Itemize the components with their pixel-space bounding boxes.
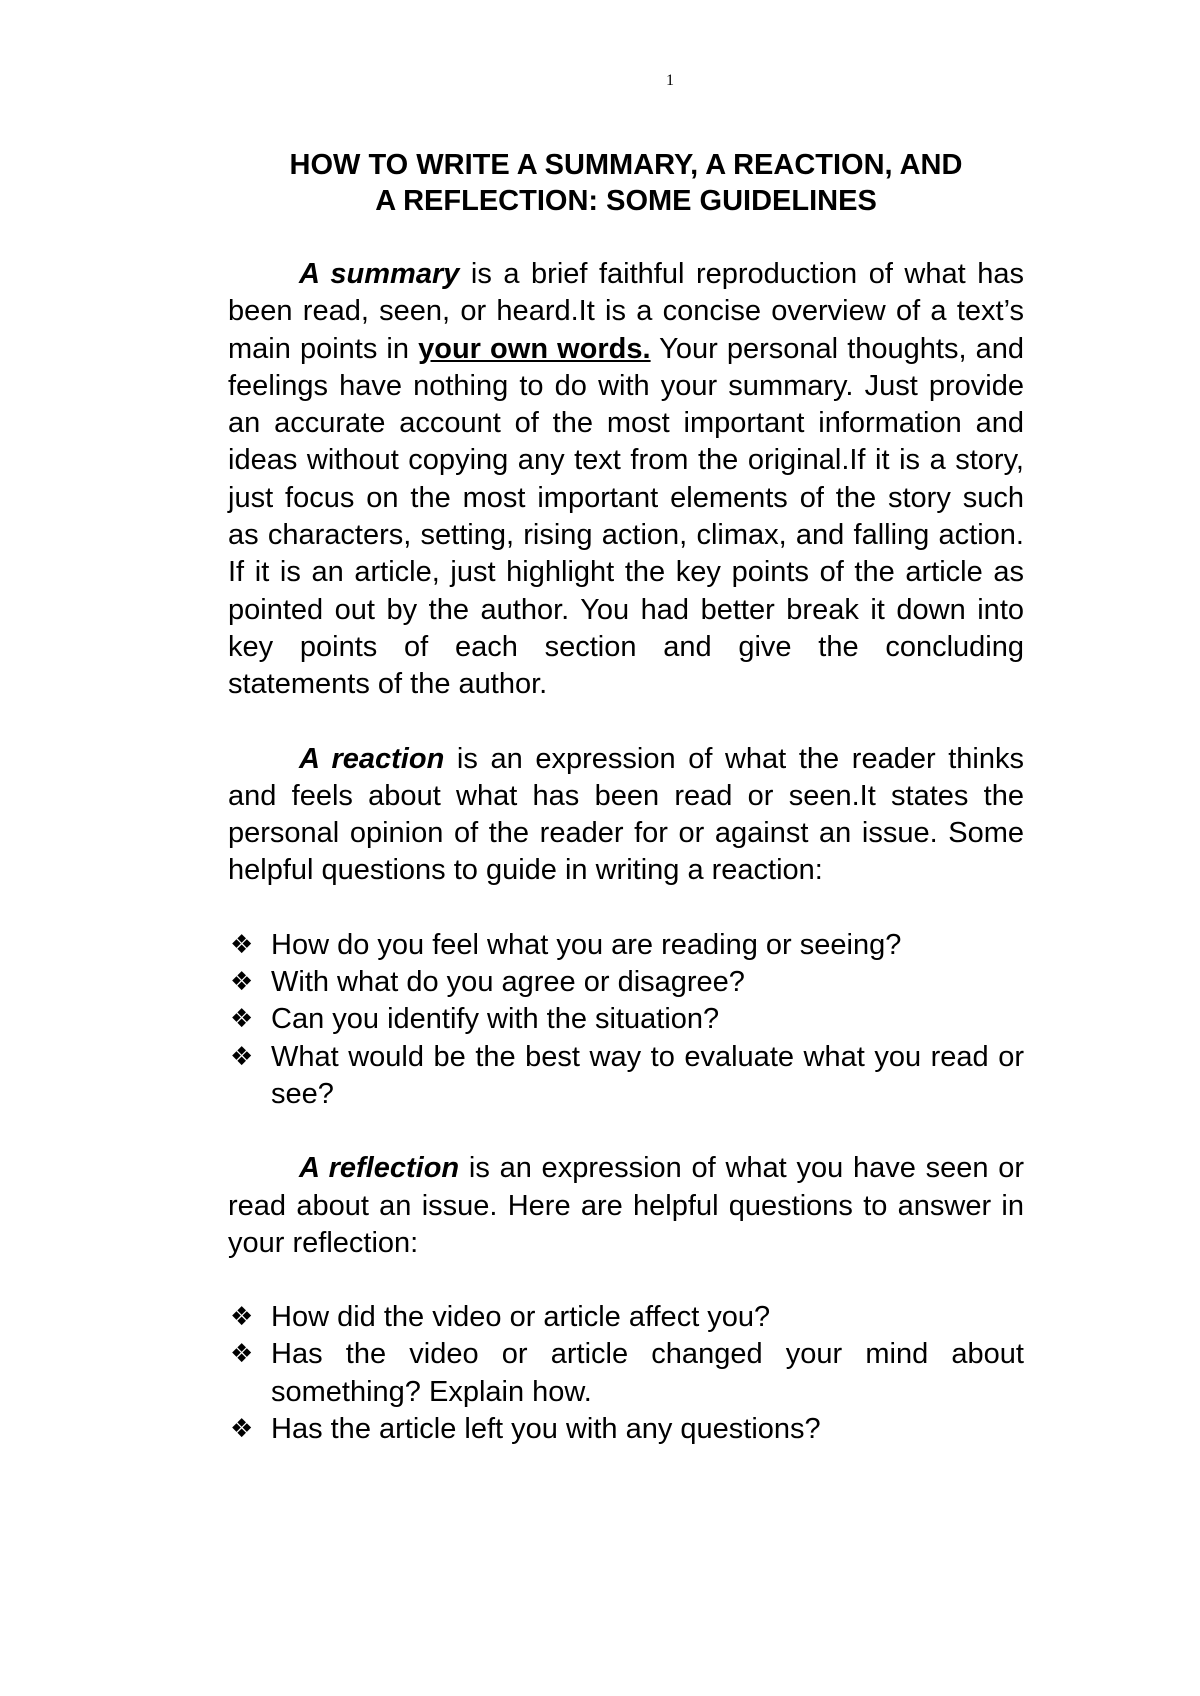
list-item	[228, 964, 1024, 1001]
reflection-question-list	[228, 1299, 1024, 1448]
reaction-question: How do you feel what you are reading or seeing?	[271, 928, 902, 961]
four-diamond-bullet-icon: ❖	[230, 1041, 254, 1072]
reflection-question: Has the article left you with any questions?	[271, 1413, 821, 1446]
four-diamond-bullet-icon: ❖	[230, 1339, 254, 1370]
list-item	[228, 927, 1024, 964]
summary-text-b: Your personal thoughts, and feelings have nothing to do with your summary. Just provide an accurate account of the most important information and ideas without copying any text from the original.If it is a story, just focus on the most important elements of the story such as characters, setting, rising action, climax, and falling action. If it is an article, just highlight the key points of the article as pointed out by the author. You had better break it down into key points of each section and give the concluding statements of the author.	[228, 332, 1024, 701]
reaction-paragraph	[228, 741, 1024, 890]
reflection-term: A reflection	[299, 1152, 460, 1185]
reaction-question: What would be the best way to evaluate what you read or see?	[271, 1040, 1024, 1110]
summary-paragraph	[228, 256, 1024, 704]
reflection-question: How did the video or article affect you?	[271, 1301, 771, 1334]
list-item	[228, 1039, 1024, 1114]
four-diamond-bullet-icon: ❖	[230, 1004, 254, 1035]
list-item	[228, 1411, 1024, 1448]
reflection-question: Has the video or article changed your mind about something? Explain how.	[271, 1338, 1024, 1408]
reflection-paragraph	[228, 1150, 1024, 1262]
four-diamond-bullet-icon: ❖	[230, 1302, 254, 1333]
four-diamond-bullet-icon: ❖	[230, 1414, 254, 1445]
reaction-question-list	[228, 927, 1024, 1113]
reaction-text: is an expression of what the reader thinks and feels about what has been read or seen.It states the personal opinion of the reader for or against an issue. Some helpful questions to guide in writing a reaction:	[228, 742, 1024, 887]
reaction-question: Can you identify with the situation?	[271, 1003, 720, 1036]
list-item	[228, 1001, 1024, 1038]
summary-term: A summary	[299, 258, 460, 290]
reaction-question: With what do you agree or disagree?	[271, 966, 745, 999]
page-number: 1	[666, 72, 674, 89]
document-title	[228, 147, 1024, 219]
summary-text-a: is a brief faithful reproduction of what has been read, seen, or heard.It is a concise overview of a text’s main points in	[228, 258, 1024, 365]
title-line-2: A REFLECTION: SOME GUIDELINES	[375, 185, 877, 217]
reflection-text: is an expression of what you have seen or read about an issue. Here are helpful questions to answer in your reflection:	[228, 1152, 1024, 1259]
document-body	[228, 147, 1024, 1485]
four-diamond-bullet-icon: ❖	[230, 967, 254, 998]
reaction-term: A reaction	[299, 742, 445, 775]
summary-emphasis: your own words.	[418, 332, 651, 365]
title-line-1: HOW TO WRITE A SUMMARY, A REACTION, AND	[289, 149, 963, 181]
four-diamond-bullet-icon: ❖	[230, 929, 254, 960]
list-item	[228, 1299, 1024, 1336]
list-item	[228, 1336, 1024, 1411]
